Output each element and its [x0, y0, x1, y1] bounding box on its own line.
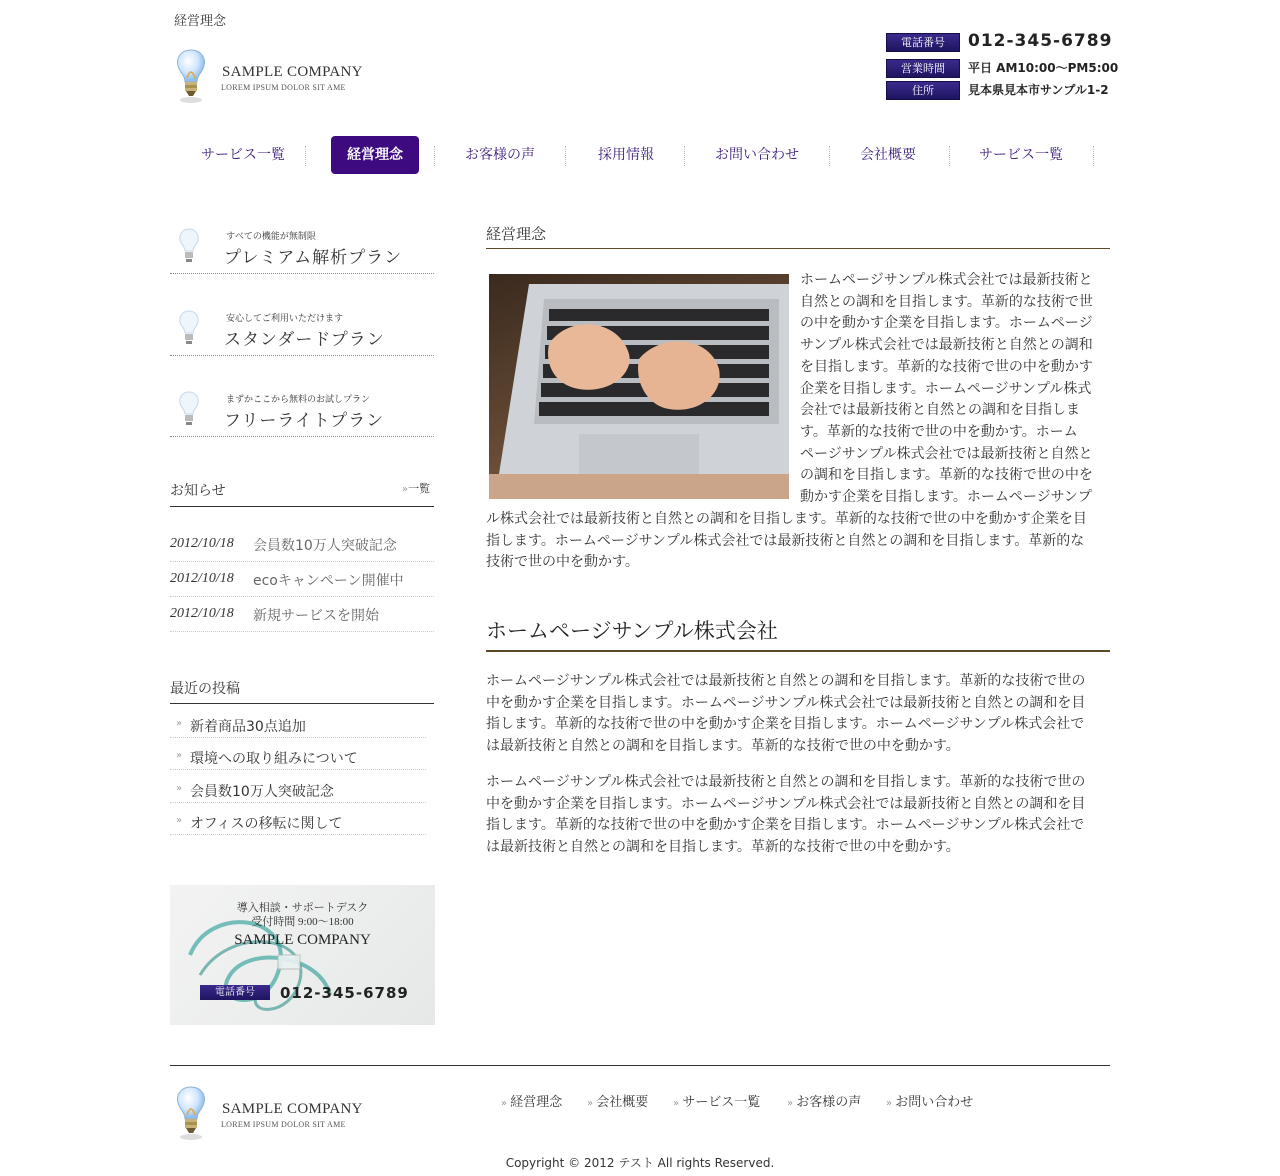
nav-divider [565, 146, 566, 166]
divider [170, 273, 434, 274]
nav-divider [949, 146, 950, 166]
paragraph-2 [486, 772, 1116, 859]
news-title[interactable]: 新規サービスを開始 [253, 608, 379, 624]
company-heading: ホームページサンプル株式会社 [486, 619, 778, 643]
nav-divider [1093, 146, 1094, 166]
footer-link-company[interactable] [587, 1091, 648, 1110]
text-line: ホームページサンプル株式会社では最新技術と [800, 272, 1093, 288]
company-tagline: LOREM IPSUM DOLOR SIT AME [221, 83, 346, 92]
banner-company: SAMPLE COMPANY [234, 932, 371, 948]
nav-divider [684, 146, 685, 166]
nav-voices[interactable]: お客様の声 [465, 147, 535, 163]
news-date: 2012/10/18 [170, 571, 234, 586]
text-line: 企業を目指します。ホームページサンプル株式 [800, 380, 1092, 397]
recent-post[interactable]: 会員数10万人突破記念 [190, 784, 334, 800]
nav-recruit[interactable]: 採用情報 [598, 147, 654, 163]
business-hours: 平日 AM10:00〜PM5:00 [968, 61, 1119, 75]
chevron-right-icon: » [501, 1098, 511, 1109]
chevron-right-icon: » [176, 750, 183, 761]
phone-badge: 電話番号 [886, 33, 960, 52]
company-name: SAMPLE COMPANY [222, 64, 363, 80]
divider [486, 248, 1110, 249]
support-banner[interactable] [170, 885, 435, 1025]
paragraph-1 [486, 671, 1116, 758]
divider [170, 561, 434, 562]
recent-heading: 最近の投稿 [170, 681, 240, 697]
recent-post[interactable]: 環境への取り組みについて [190, 751, 358, 767]
news-date: 2012/10/18 [170, 536, 234, 551]
phone-number[interactable]: 012-345-6789 [968, 31, 1113, 51]
nav-divider [434, 146, 435, 166]
address-badge: 住所 [886, 81, 960, 100]
text-line: 中を動かす企業を目指します。ホームページサンプル株式会社では最新技術と自然との調和を目 [486, 795, 1086, 812]
footer-link-label: サービス一覧 [682, 1095, 761, 1110]
nav-philosophy[interactable]: 経営理念 [331, 136, 419, 174]
text-line: 技術で世の中を動かす。 [486, 554, 639, 571]
text-line: 自然との調和を目指します。革新的な技術で世 [800, 293, 1093, 310]
plan-premium-sub: すべての機能が無制限 [226, 232, 316, 242]
text-line: 中を動かす企業を目指します。ホームページサンプル株式会社では最新技術と自然との調和を目 [486, 694, 1086, 711]
copyright: Copyright © 2012 テスト All rights Reserved. [505, 1156, 775, 1170]
nav-services[interactable]: サービス一覧 [201, 147, 285, 163]
footer-divider [170, 1065, 1110, 1066]
section-title: 経営理念 [486, 225, 547, 243]
text-line: の調和を目指します。革新的な技術で世の中を [800, 467, 1093, 484]
footer-link-label: 会社概要 [596, 1095, 649, 1110]
divider [170, 703, 434, 704]
footer-link-voices[interactable] [787, 1091, 861, 1110]
chevron-right-icon: » [402, 484, 409, 495]
plan-premium-title[interactable]: プレミアム解析プラン [224, 248, 403, 267]
nav-divider [305, 146, 306, 166]
chevron-right-icon: » [886, 1098, 896, 1109]
chevron-right-icon: » [587, 1098, 597, 1109]
intro-wrap-text [800, 270, 1112, 509]
chevron-right-icon: » [176, 718, 183, 729]
divider [170, 769, 426, 770]
plan-standard-title[interactable]: スタンダードプラン [224, 330, 385, 349]
footer-company-name: SAMPLE COMPANY [222, 1101, 363, 1117]
lightbulb-icon [178, 310, 200, 350]
nav-company[interactable]: 会社概要 [860, 147, 916, 163]
text-line: を目指します。革新的な技術で世の中を動かす [800, 358, 1093, 375]
text-line: ホームページサンプル株式会社では最新技術と自然との調和を目指します。革新的な技術で世の [486, 673, 1086, 689]
lightbulb-icon [174, 48, 208, 106]
plan-freelite-sub: まずかここから無料のお試しプラン [226, 395, 371, 405]
news-title[interactable]: ecoキャンペーン開催中 [253, 573, 404, 589]
divider [170, 596, 434, 597]
banner-phone: 012-345-6789 [280, 984, 409, 1002]
news-date: 2012/10/18 [170, 606, 234, 621]
text-line: の中を動かす企業を目指します。ホームページ [800, 315, 1093, 332]
divider [170, 631, 434, 632]
lightbulb-icon [178, 228, 200, 268]
divider [170, 355, 434, 356]
hours-badge: 営業時間 [886, 59, 960, 78]
divider [170, 802, 426, 803]
text-line: 指します。ホームページサンプル株式会社では最新技術と自然との調和を目指します。革新的な [486, 532, 1085, 549]
footer-link-philosophy[interactable] [501, 1091, 562, 1110]
footer-logo[interactable] [174, 1085, 208, 1147]
text-line: 指します。革新的な技術で世の中を動かす企業を目指します。ホームページサンプル株式会社で [486, 817, 1085, 834]
divider [170, 436, 434, 437]
news-more-label: 一覧 [408, 482, 431, 495]
footer-tagline: LOREM IPSUM DOLOR SIT AME [221, 1120, 346, 1129]
text-line: 指します。革新的な技術で世の中を動かす企業を目指します。ホームページサンプル株式会社で [486, 716, 1085, 733]
nav-contact[interactable]: お問い合わせ [715, 147, 799, 163]
logo[interactable] [174, 48, 208, 110]
lightbulb-icon [178, 391, 200, 431]
divider [170, 506, 434, 507]
footer-link-services[interactable] [673, 1091, 760, 1110]
page-label: 経営理念 [174, 14, 227, 29]
text-line: 動かす企業を目指します。ホームページサンプ [800, 489, 1092, 506]
text-line: す。革新的な技術で世の中を動かす。ホーム [800, 423, 1078, 440]
chevron-right-icon: » [787, 1098, 797, 1109]
recent-post[interactable]: オフィスの移転に関して [190, 816, 343, 832]
banner-line2: 受付時間 9:00〜18:00 [251, 916, 354, 928]
chevron-right-icon: » [673, 1098, 683, 1109]
news-heading: お知らせ [170, 483, 226, 499]
lightbulb-icon [174, 1085, 208, 1143]
text-line: ホームページサンプル株式会社では最新技術と自然との調和を目指します。革新的な技術で世の [486, 774, 1086, 790]
recent-post[interactable]: 新着商品30点追加 [190, 719, 306, 735]
plan-freelite-title[interactable]: フリーライトプラン [224, 411, 385, 430]
text-line: サンプル株式会社では最新技術と自然との調和 [800, 337, 1093, 354]
divider [170, 737, 426, 738]
chevron-right-icon: » [176, 815, 183, 826]
laptop-photo [489, 274, 789, 499]
nav-services-2[interactable]: サービス一覧 [979, 147, 1063, 163]
nav-divider [829, 146, 830, 166]
address: 見本県見本市サンプル1-2 [968, 83, 1109, 97]
text-line: は最新技術と自然との調和を目指します。革新的な技術で世の中を動かす。 [486, 839, 960, 856]
footer-link-label: お問い合わせ [895, 1095, 974, 1110]
chevron-right-icon: » [176, 783, 183, 794]
text-line: 会社では最新技術と自然との調和を目指しま [800, 402, 1080, 419]
intro-tail-text [486, 509, 1116, 574]
text-line: は最新技術と自然との調和を目指します。革新的な技術で世の中を動かす。 [486, 738, 960, 755]
plan-standard-sub: 安心してご利用いただけます [226, 314, 344, 324]
laptop-image [489, 274, 789, 499]
divider [170, 834, 426, 835]
text-line: ル株式会社では最新技術と自然との調和を目指します。革新的な技術で世の中を動かす企業を目 [486, 511, 1087, 527]
text-line: ページサンプル株式会社では最新技術と自然と [800, 445, 1093, 462]
footer-link-label: 経営理念 [510, 1095, 563, 1110]
footer-link-label: お客様の声 [796, 1095, 862, 1110]
footer-link-contact[interactable] [886, 1091, 973, 1110]
divider [486, 650, 1110, 652]
banner-line1: 導入相談・サポートデスク [236, 902, 369, 914]
news-title[interactable]: 会員数10万人突破記念 [253, 538, 397, 554]
news-more-link[interactable] [402, 480, 430, 496]
banner-phone-badge: 電話番号 [200, 985, 270, 1000]
